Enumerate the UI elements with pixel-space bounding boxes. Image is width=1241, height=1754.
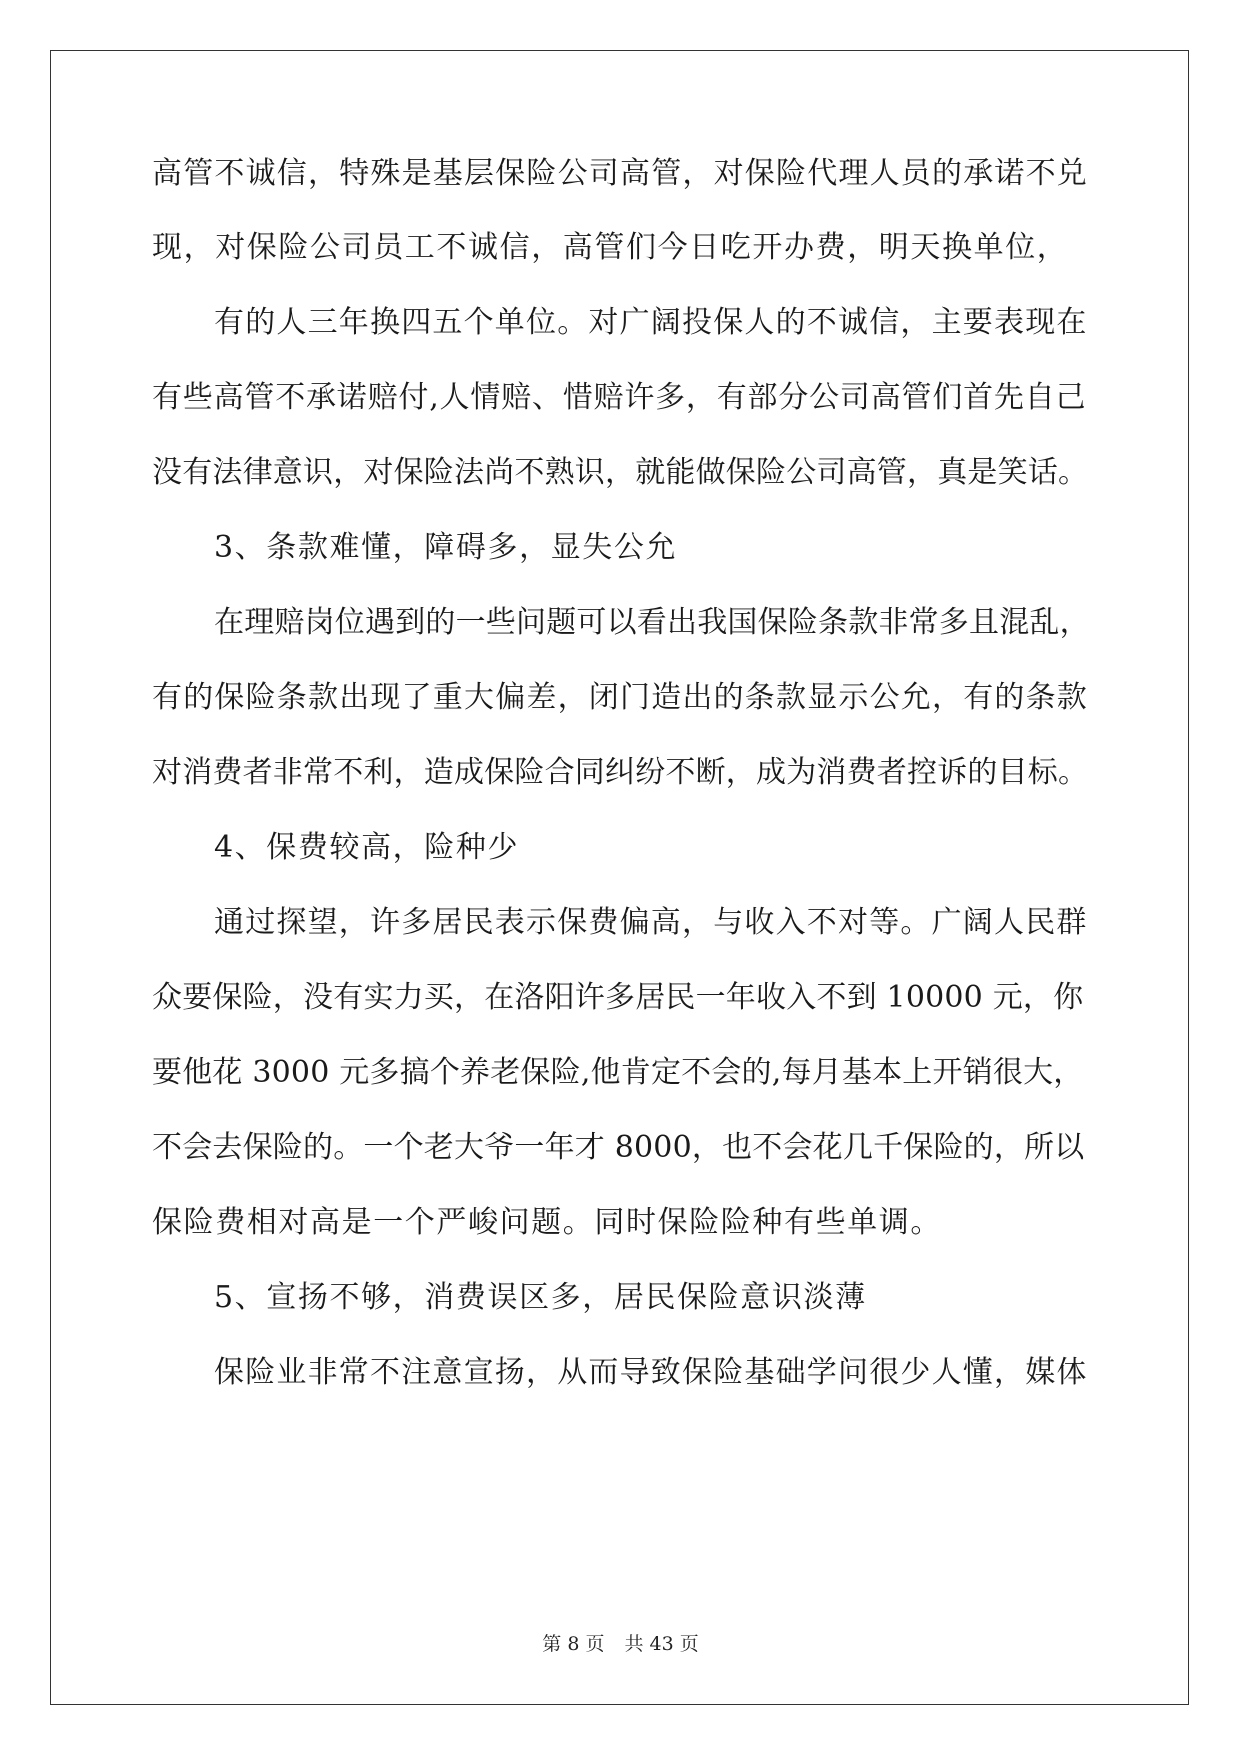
page-total: 共 43 页 [624, 1633, 699, 1655]
text-line: 众要保险，没有实力买，在洛阳许多居民一年收入不到 10000 元，你 [152, 980, 1084, 1015]
text-line: 现，对保险公司员工不诚信，高管们今日吃开办费，明天换单位， [152, 230, 1069, 265]
text-line: 保险业非常不注意宣扬，从而导致保险基础学问很少人懂，媒体 [214, 1355, 1088, 1390]
text-line: 有的保险条款出现了重大偏差，闭门造出的条款显示公允，有的条款 [152, 680, 1088, 715]
text-line: 高管不诚信，特殊是基层保险公司高管，对保险代理人员的承诺不兑 [152, 156, 1088, 191]
text-line: 有的人三年换四五个单位。对广阔投保人的不诚信，主要表现在 [214, 305, 1088, 340]
section-heading: 3、条款难懂，障碍多，显失公允 [214, 530, 678, 565]
section-heading: 4、保费较高，险种少 [214, 830, 520, 865]
text-line: 在理赔岗位遇到的一些问题可以看出我国保险条款非常多且混乱， [214, 605, 1090, 640]
text-line: 对消费者非常不利，造成保险合同纠纷不断，成为消费者控诉的目标。 [152, 755, 1089, 790]
text-line: 通过探望，许多居民表示保费偏高，与收入不对等。广阔人民群 [214, 905, 1088, 940]
text-line: 不会去保险的。一个老大爷一年才 8000，也不会花几千保险的，所以 [152, 1130, 1085, 1165]
text-line: 保险费相对高是一个严峻问题。同时保险险种有些单调。 [152, 1205, 942, 1240]
section-heading: 5、宣扬不够，消费误区多，居民保险意识淡薄 [214, 1280, 867, 1315]
page-number: 第 8 页 [542, 1633, 605, 1655]
text-line: 有些高管不承诺赔付,人情赔、惜赔许多，有部分公司高管们首先自己 [152, 380, 1087, 415]
text-line: 没有法律意识，对保险法尚不熟识，就能做保险公司高管，真是笑话。 [152, 455, 1089, 490]
page-border [50, 50, 1189, 1705]
page-footer [0, 1632, 1241, 1656]
text-line: 要他花 3000 元多搞个养老保险,他肯定不会的,每月基本上开销很大， [152, 1055, 1084, 1090]
